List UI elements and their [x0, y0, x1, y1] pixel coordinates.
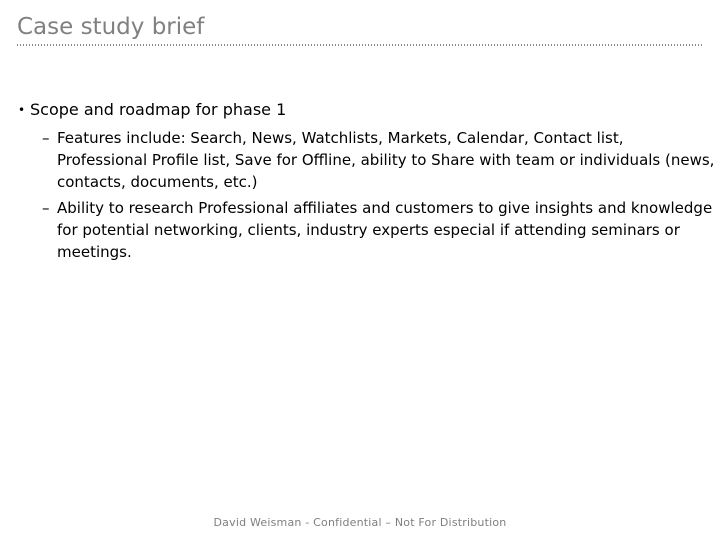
bullet-text: Features include: Search, News, Watchlists, Markets, Calendar, Contact list, Professional Profile list, Save for Offline, ability to Share with team or individuals (news, contacts, documents, etc.) [57, 129, 715, 191]
title-divider-dotted-rule [17, 44, 703, 46]
bullet-text: Scope and roadmap for phase 1 [30, 100, 287, 119]
bullet-item-scope [18, 99, 720, 121]
confidentiality-footer: David Weisman - Confidential – Not For Distribution [213, 516, 507, 529]
slide-content [0, 99, 720, 263]
bullet-item-features [42, 127, 716, 193]
bullet-text: Ability to research Professional affiliates and customers to give insights and knowledge for potential networking, clients, industry experts especial if attending seminars or meetings. [57, 199, 713, 261]
slide-title: Case study brief [17, 14, 205, 40]
bullet-item-research [42, 197, 716, 263]
dash-marker: – [42, 199, 50, 217]
bullet-marker: • [18, 103, 26, 117]
title-block [0, 0, 720, 46]
dash-marker: – [42, 129, 50, 147]
